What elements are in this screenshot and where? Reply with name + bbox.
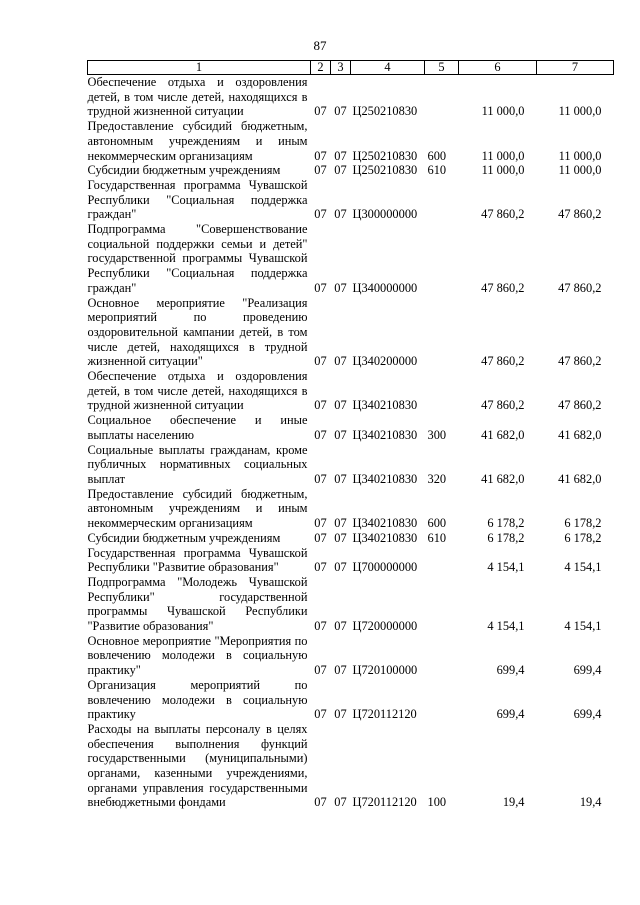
target-article-code-cell: Ц340200000 xyxy=(352,354,418,369)
subsection-code-cell: 07 xyxy=(334,148,347,163)
amount-cell: 11 000,0 xyxy=(481,163,525,178)
section-code-cell: 07 xyxy=(314,795,327,810)
subsection-code-cell: 07 xyxy=(334,516,347,531)
column-header: 6 xyxy=(459,61,537,75)
expense-type-code-cell xyxy=(425,634,459,678)
amount-cell: 11 000,0 xyxy=(481,104,525,119)
target-article-code-cell: Ц250210830 xyxy=(352,163,418,178)
expense-type-code-cell: 100 xyxy=(427,795,447,810)
section-code-cell: 07 xyxy=(314,427,327,442)
amount-cell: 4 154,1 xyxy=(564,560,602,575)
expense-type-code-cell xyxy=(425,222,459,296)
section-code-cell: 07 xyxy=(314,163,327,178)
subsection-code-cell: 07 xyxy=(334,619,347,634)
expense-name-cell: Обеспечение отдыха и оздоровления детей, в том числе детей, находящихся в трудной жизненной ситуации xyxy=(87,75,308,119)
table-row xyxy=(88,222,614,296)
section-code-cell: 07 xyxy=(314,471,327,486)
subsection-code-cell: 07 xyxy=(334,207,347,222)
budget-table xyxy=(87,60,614,810)
section-code-cell: 07 xyxy=(314,148,327,163)
section-code-cell: 07 xyxy=(314,707,327,722)
amount-cell: 6 178,2 xyxy=(564,530,602,545)
table-row xyxy=(88,722,614,810)
section-code-cell: 07 xyxy=(314,560,327,575)
table-row xyxy=(88,546,614,575)
column-header: 2 xyxy=(311,61,331,75)
expense-type-code-cell xyxy=(425,178,459,222)
subsection-code-cell: 07 xyxy=(334,398,347,413)
table-row xyxy=(88,678,614,722)
amount-cell: 47 860,2 xyxy=(558,354,602,369)
expense-name-cell: Подпрограмма "Молодежь Чувашской Республики" государственной программы Чувашской Республики "Развитие образования" xyxy=(87,574,308,634)
column-header: 7 xyxy=(537,61,614,75)
expense-name-cell: Основное мероприятие "Мероприятия по вовлечению молодежи в социальную практику" xyxy=(87,633,308,678)
amount-cell: 699,4 xyxy=(496,707,525,722)
section-code-cell: 07 xyxy=(314,530,327,545)
table-row xyxy=(88,296,614,370)
target-article-code-cell: Ц340210830 xyxy=(352,427,418,442)
section-code-cell: 07 xyxy=(314,354,327,369)
amount-cell: 6 178,2 xyxy=(564,516,602,531)
amount-cell: 699,4 xyxy=(573,663,602,678)
subsection-code-cell: 07 xyxy=(334,471,347,486)
amount-cell: 4 154,1 xyxy=(487,619,525,634)
expense-name-cell: Обеспечение отдыха и оздоровления детей, в том числе детей, находящихся в трудной жизненной ситуации xyxy=(87,369,308,413)
expense-name-cell: Расходы на выплаты персоналу в целях обеспечения выполнения функций государственными (муниципальными) органами, казенными учреждениями, органами управления государственными внебюджетными фондами xyxy=(87,721,308,810)
amount-cell: 47 860,2 xyxy=(481,354,525,369)
amount-cell: 47 860,2 xyxy=(481,207,525,222)
expense-name-cell: Государственная программа Чувашской Республики "Развитие образования" xyxy=(87,545,308,575)
amount-cell: 6 178,2 xyxy=(487,516,525,531)
target-article-code-cell: Ц340210830 xyxy=(352,471,418,486)
expense-name-cell: Государственная программа Чувашской Республики "Социальная поддержка граждан" xyxy=(87,177,308,222)
amount-cell: 11 000,0 xyxy=(481,148,525,163)
table-header-row xyxy=(88,61,614,75)
table-row xyxy=(88,531,614,546)
expense-type-code-cell xyxy=(425,369,459,413)
expense-name-cell: Основное мероприятие "Реализация мероприятий по проведению оздоровительной кампании детей, в том числе детей, находящихся в трудной жизненной ситуации" xyxy=(87,295,308,369)
expense-type-code-cell: 600 xyxy=(427,148,447,163)
amount-cell: 11 000,0 xyxy=(558,148,602,163)
expense-name-cell: Социальные выплаты гражданам, кроме публичных нормативных социальных выплат xyxy=(87,442,308,486)
subsection-code-cell: 07 xyxy=(334,280,347,295)
subsection-code-cell: 07 xyxy=(334,163,347,178)
table-row xyxy=(88,178,614,222)
amount-cell: 47 860,2 xyxy=(558,280,602,295)
expense-type-code-cell xyxy=(425,575,459,634)
subsection-code-cell: 07 xyxy=(334,707,347,722)
expense-type-code-cell xyxy=(425,678,459,722)
amount-cell: 19,4 xyxy=(579,795,602,810)
subsection-code-cell: 07 xyxy=(334,663,347,678)
amount-cell: 41 682,0 xyxy=(558,427,602,442)
target-article-code-cell: Ц340210830 xyxy=(352,516,418,531)
table-row xyxy=(88,119,614,163)
expense-type-code-cell xyxy=(425,296,459,370)
target-article-code-cell: Ц300000000 xyxy=(352,207,418,222)
table-row xyxy=(88,443,614,487)
target-article-code-cell: Ц720112120 xyxy=(352,707,417,722)
section-code-cell: 07 xyxy=(314,280,327,295)
column-header: 4 xyxy=(351,61,425,75)
column-header: 3 xyxy=(331,61,351,75)
amount-cell: 11 000,0 xyxy=(558,104,602,119)
target-article-code-cell: Ц340210830 xyxy=(352,398,418,413)
section-code-cell: 07 xyxy=(314,619,327,634)
amount-cell: 47 860,2 xyxy=(558,207,602,222)
amount-cell: 19,4 xyxy=(502,795,525,810)
expense-type-code-cell: 320 xyxy=(427,471,447,486)
expense-name-cell: Субсидии бюджетным учреждениям xyxy=(87,163,281,178)
page-number: 87 xyxy=(313,38,327,53)
target-article-code-cell: Ц720000000 xyxy=(352,619,418,634)
expense-type-code-cell xyxy=(425,75,459,120)
expense-name-cell: Предоставление субсидий бюджетным, автономным учреждениям и иным некоммерческим организациям xyxy=(87,486,308,531)
column-header: 5 xyxy=(425,61,459,75)
amount-cell: 47 860,2 xyxy=(481,398,525,413)
target-article-code-cell: Ц700000000 xyxy=(352,560,418,575)
subsection-code-cell: 07 xyxy=(334,795,347,810)
subsection-code-cell: 07 xyxy=(334,427,347,442)
expense-name-cell: Субсидии бюджетным учреждениям xyxy=(87,530,281,545)
target-article-code-cell: Ц720100000 xyxy=(352,663,418,678)
target-article-code-cell: Ц340210830 xyxy=(352,530,418,545)
subsection-code-cell: 07 xyxy=(334,104,347,119)
table-body xyxy=(88,75,614,811)
amount-cell: 4 154,1 xyxy=(564,619,602,634)
section-code-cell: 07 xyxy=(314,104,327,119)
section-code-cell: 07 xyxy=(314,663,327,678)
expense-type-code-cell xyxy=(425,546,459,575)
target-article-code-cell: Ц250210830 xyxy=(352,104,418,119)
expense-name-cell: Социальное обеспечение и иные выплаты населению xyxy=(87,413,308,442)
subsection-code-cell: 07 xyxy=(334,560,347,575)
amount-cell: 11 000,0 xyxy=(558,163,602,178)
target-article-code-cell: Ц720112120 xyxy=(352,795,417,810)
section-code-cell: 07 xyxy=(314,207,327,222)
amount-cell: 41 682,0 xyxy=(558,471,602,486)
table-row xyxy=(88,634,614,678)
column-header: 1 xyxy=(88,61,311,75)
amount-cell: 699,4 xyxy=(573,707,602,722)
target-article-code-cell: Ц340000000 xyxy=(352,280,418,295)
table-row xyxy=(88,163,614,178)
amount-cell: 41 682,0 xyxy=(481,471,525,486)
table-row xyxy=(88,487,614,531)
expense-name-cell: Предоставление субсидий бюджетным, автономным учреждениям и иным некоммерческим организациям xyxy=(87,119,308,163)
amount-cell: 47 860,2 xyxy=(481,280,525,295)
amount-cell: 699,4 xyxy=(496,663,525,678)
table-row xyxy=(88,75,614,120)
expense-name-cell: Подпрограмма "Совершенствование социальной поддержки семьи и детей" государственной программы Чувашской Республики "Социальная поддержка граждан" xyxy=(87,222,308,295)
expense-name-cell: Организация мероприятий по вовлечению молодежи в социальную практику xyxy=(87,677,308,722)
expense-type-code-cell: 610 xyxy=(427,530,447,545)
table-row xyxy=(88,369,614,413)
expense-type-code-cell: 300 xyxy=(427,427,447,442)
expense-type-code-cell: 600 xyxy=(427,516,447,531)
subsection-code-cell: 07 xyxy=(334,354,347,369)
table-row xyxy=(88,575,614,634)
amount-cell: 4 154,1 xyxy=(487,560,525,575)
target-article-code-cell: Ц250210830 xyxy=(352,148,418,163)
expense-type-code-cell: 610 xyxy=(427,163,447,178)
section-code-cell: 07 xyxy=(314,398,327,413)
subsection-code-cell: 07 xyxy=(334,530,347,545)
amount-cell: 6 178,2 xyxy=(487,530,525,545)
amount-cell: 41 682,0 xyxy=(481,427,525,442)
amount-cell: 47 860,2 xyxy=(558,398,602,413)
section-code-cell: 07 xyxy=(314,516,327,531)
table-row xyxy=(88,413,614,442)
